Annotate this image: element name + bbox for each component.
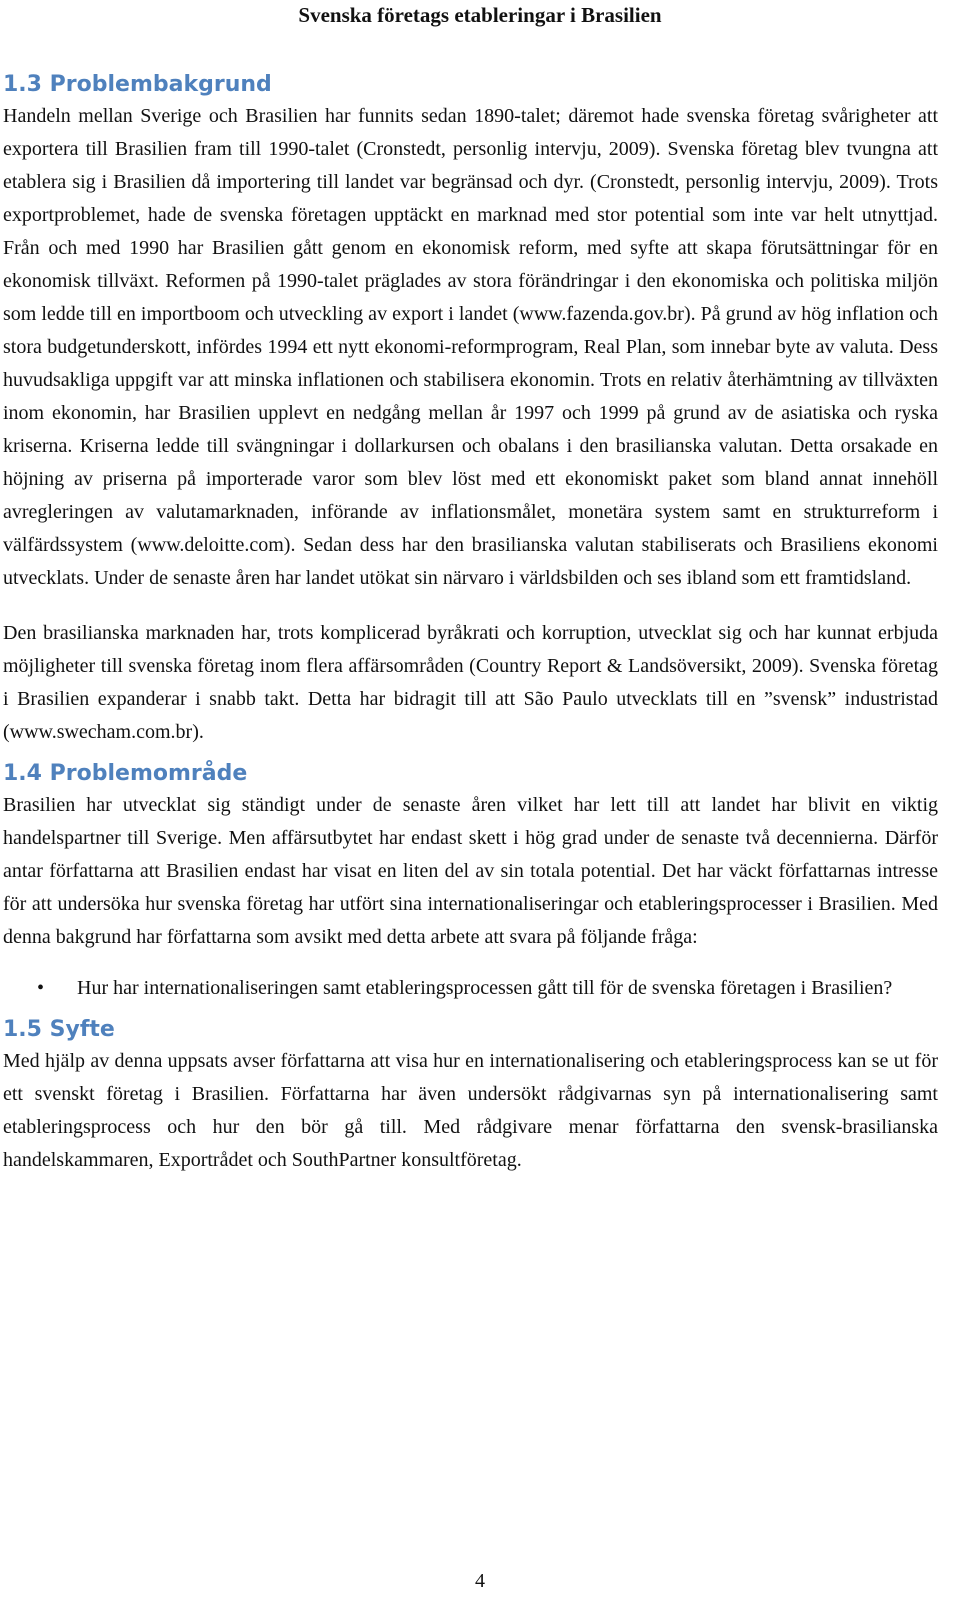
paragraph: Med hjälp av denna uppsats avser författarna att visa hur en internationalisering och etableringsprocess kan se ut för ett svenskt företag i Brasilien. Författarna har även undersökt rådgivarnas syn på internationalisering samt etableringsprocess och hur den bör gå till. Med rådgivare menar författarna den svensk-brasilianska handelskammaren, Exportrådet och SouthPartner konsultföretag. xyxy=(3,1050,938,1171)
section-number: 1.4 xyxy=(3,761,42,786)
section-title: Problemområde xyxy=(49,761,248,786)
page-number: 4 xyxy=(475,1570,485,1592)
page-content xyxy=(3,70,938,1177)
research-question: Hur har internationaliseringen samt etableringsprocessen gått till för de svenska företagen i Brasilien? xyxy=(77,977,893,999)
research-question-list xyxy=(3,972,938,1005)
section-title: Problembakgrund xyxy=(49,72,272,97)
section-number: 1.5 xyxy=(3,1017,42,1042)
section-number: 1.3 xyxy=(3,72,42,97)
paragraph: Handeln mellan Sverige och Brasilien har funnits sedan 1890-talet; däremot hade svenska företag svårigheter att exportera till Brasilien fram till 1990-talet (Cronstedt, personlig intervju, 2009). Svenska företag blev tvungna att etablera sig i Brasilien då importering till landet var begränsad och dyr. (Cronstedt, personlig intervju, 2009). Trots exportproblemet, hade de svenska företagen upptäckt en marknad med stor potential som inte var helt utnyttjad. Från och med 1990 har Brasilien gått genom en ekonomisk reform, med syfte att skapa förutsättningar för en ekonomisk tillväxt. Reformen på 1990-talet präglades av stora förändringar i den ekonomiska och politiska miljön som ledde till en importboom och utveckling av export i landet (www.fazenda.gov.br). På grund av hög inflation och stora budgetunderskott, infördes 1994 ett nytt ekonomi-reformprogram, Real Plan, som innebar byte av valuta. Dess huvudsakliga uppgift var att minska inflationen och stabilisera ekonomin. Trots en relativ återhämtning av tillväxten inom ekonomin, har Brasilien upplevt en nedgång mellan år 1997 och 1999 på grund av de asiatiska och ryska kriserna. Kriserna ledde till svängningar i dollarkursen och obalans i den brasilianska valutan. Detta orsakade en höjning av priserna på importerade varor som blev löst med ett ekonomiskt paket som bland annat innehöll avregleringen av valutamarknaden, införande av inflationsmålet, monetära system samt en strukturreform i välfärdssystem (www.deloitte.com). Sedan dess har den brasilianska valutan stabiliserats och Brasiliens ekonomi utvecklats. Under de senaste åren har landet utökat sin närvaro i världsbilden och ses ibland som ett framtidsland. xyxy=(3,105,938,589)
paragraph: Brasilien har utvecklat sig ständigt under de senaste åren vilket har lett till att landet har blivit en viktig handelspartner till Sverige. Men affärsutbytet har endast skett i hög grad under de senaste två decennierna. Därför antar författarna att Brasilien endast har visat en liten del av sin totala potential. Det har väckt författarnas intresse för att undersöka hur svenska företag har utfört sina internationaliseringar och etableringsprocesser i Brasilien. Med denna bakgrund har författarna som avsikt med detta arbete att svara på följande fråga: xyxy=(3,794,938,948)
paragraph: Den brasilianska marknaden har, trots komplicerad byråkrati och korruption, utvecklat sig och har kunnat erbjuda möjligheter till svenska företag inom flera affärsområden (Country Report & Landsöversikt, 2009). Svenska företag i Brasilien expanderar i snabb takt. Detta har bidragit till att São Paulo utvecklats till en ”svensk” industristad (www.swecham.com.br). xyxy=(3,622,938,743)
section-heading-problembakgrund xyxy=(3,70,938,100)
section-heading-syfte xyxy=(3,1015,938,1045)
bullet-icon: • xyxy=(37,977,45,999)
section-title: Syfte xyxy=(49,1017,115,1042)
section-heading-problemomrade xyxy=(3,759,938,789)
running-header: Svenska företags etableringar i Brasilien xyxy=(298,3,662,27)
list-item xyxy=(3,972,938,1005)
